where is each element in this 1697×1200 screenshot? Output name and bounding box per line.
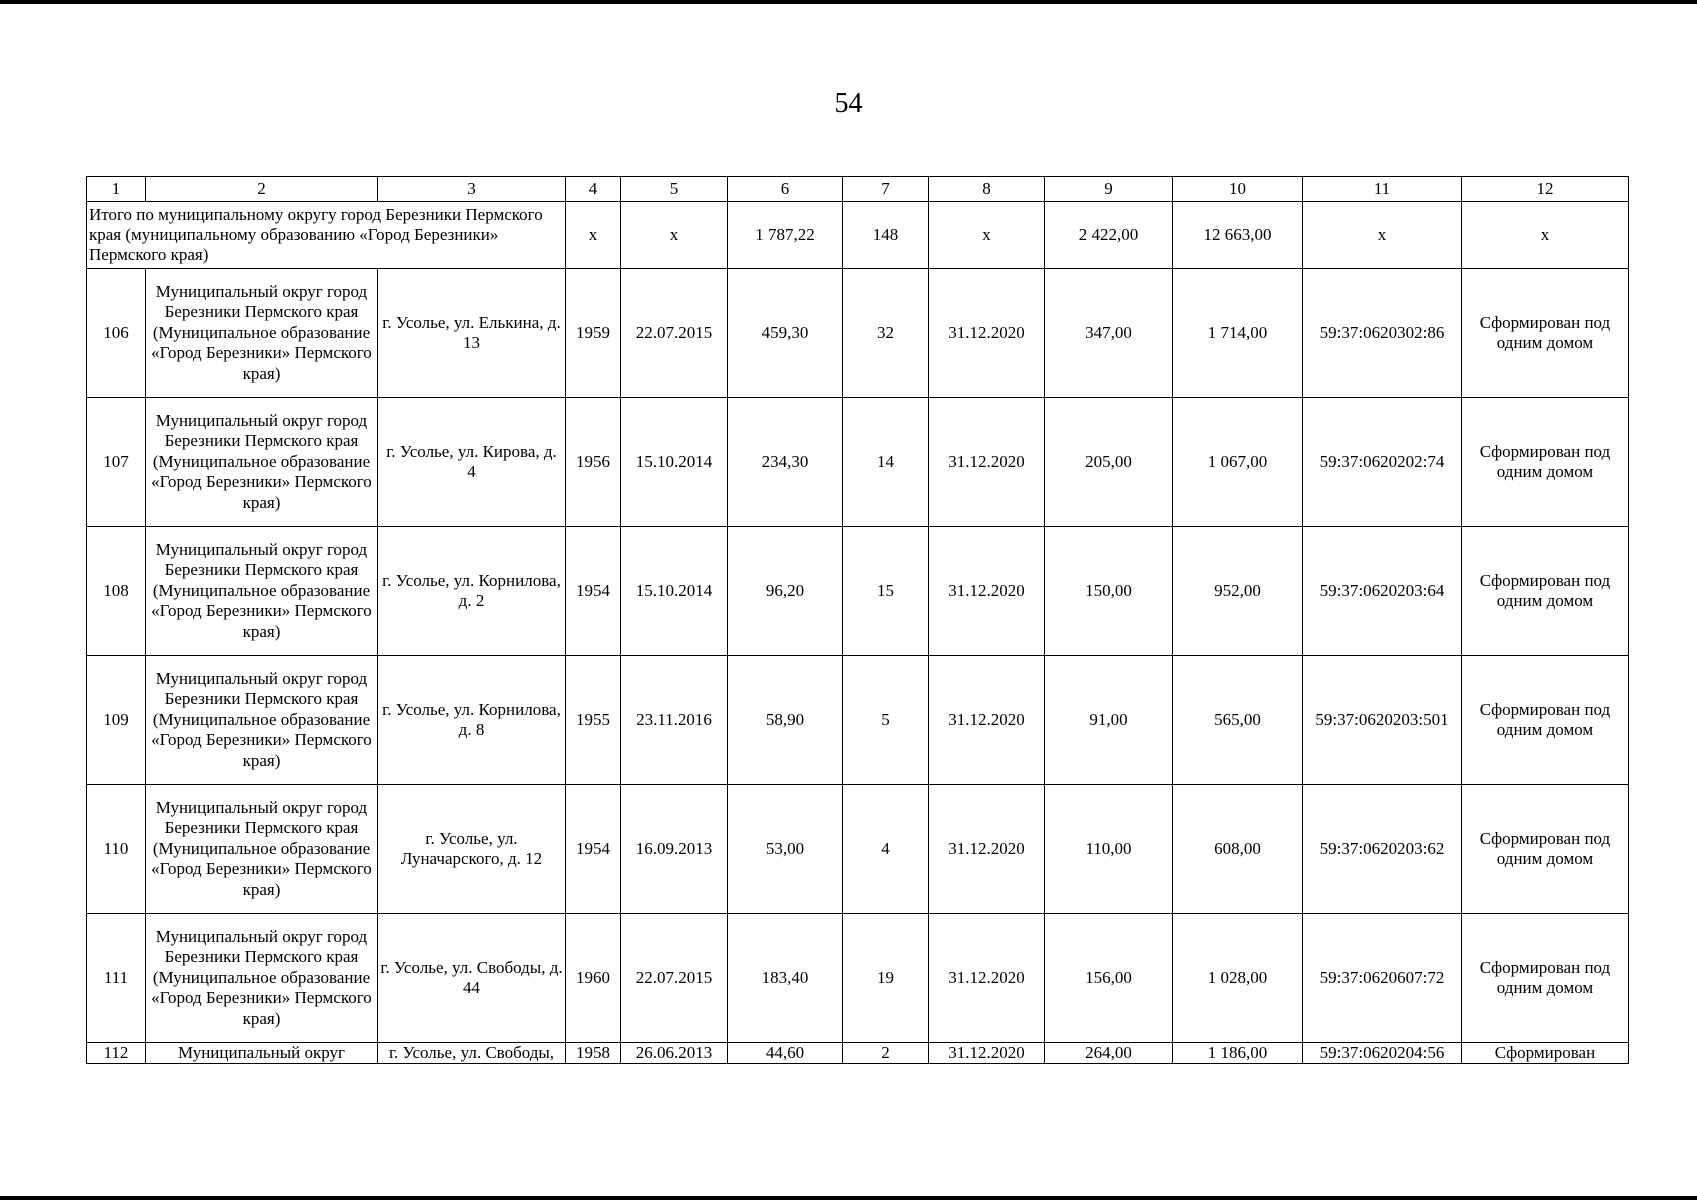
total-cell: 2 422,00: [1045, 202, 1173, 269]
deadline-cell: 31.12.2020: [929, 785, 1045, 914]
deadline-cell: 31.12.2020: [929, 914, 1045, 1043]
status-cell: Сформирован под одним домом: [1462, 656, 1629, 785]
value-cell: 1 714,00: [1173, 269, 1303, 398]
value-cell: 608,00: [1173, 785, 1303, 914]
row-number: 112: [87, 1043, 146, 1064]
cadastral-number-cell: 59:37:0620203:501: [1303, 656, 1462, 785]
address-cell: г. Усолье, ул. Луначарского, д. 12: [378, 785, 566, 914]
value-cell: 264,00: [1045, 1043, 1173, 1064]
column-number-row: [87, 177, 1629, 202]
area-cell: 183,40: [728, 914, 843, 1043]
row-number: 106: [87, 269, 146, 398]
column-number: 5: [621, 177, 728, 202]
area-cell: 459,30: [728, 269, 843, 398]
value-cell: 91,00: [1045, 656, 1173, 785]
date-cell: 15.10.2014: [621, 527, 728, 656]
status-cell: Сформирован под одним домом: [1462, 269, 1629, 398]
table-row: [87, 1043, 1629, 1064]
date-cell: 26.06.2013: [621, 1043, 728, 1064]
date-cell: 16.09.2013: [621, 785, 728, 914]
cadastral-number-cell: 59:37:0620203:62: [1303, 785, 1462, 914]
table-row: [87, 656, 1629, 785]
cadastral-number-cell: 59:37:0620302:86: [1303, 269, 1462, 398]
address-cell: г. Усолье, ул. Корнилова, д. 8: [378, 656, 566, 785]
date-cell: 15.10.2014: [621, 398, 728, 527]
year-cell: 1960: [566, 914, 621, 1043]
total-cell: 1 787,22: [728, 202, 843, 269]
deadline-cell: 31.12.2020: [929, 1043, 1045, 1064]
total-cell: х: [621, 202, 728, 269]
row-number: 109: [87, 656, 146, 785]
year-cell: 1959: [566, 269, 621, 398]
cadastral-number-cell: 59:37:0620203:64: [1303, 527, 1462, 656]
status-cell: Сформирован под одним домом: [1462, 914, 1629, 1043]
row-number: 111: [87, 914, 146, 1043]
year-cell: 1956: [566, 398, 621, 527]
column-number: 1: [87, 177, 146, 202]
address-cell: г. Усолье, ул. Кирова, д. 4: [378, 398, 566, 527]
address-cell: г. Усолье, ул. Свободы,: [378, 1043, 566, 1064]
total-row: [87, 202, 1629, 269]
column-number: 6: [728, 177, 843, 202]
date-cell: 22.07.2015: [621, 269, 728, 398]
scan-top-edge: [0, 0, 1697, 4]
residents-cell: 32: [843, 269, 929, 398]
year-cell: 1954: [566, 527, 621, 656]
table-row: [87, 785, 1629, 914]
year-cell: 1958: [566, 1043, 621, 1064]
total-cell: х: [566, 202, 621, 269]
owner-cell: Муниципальный округ город Березники Пермского края (Муниципальное образование «Город Березники» Пермского края): [146, 398, 378, 527]
area-cell: 58,90: [728, 656, 843, 785]
owner-cell: Муниципальный округ город Березники Пермского края (Муниципальное образование «Город Березники» Пермского края): [146, 785, 378, 914]
owner-cell: Муниципальный округ город Березники Пермского края (Муниципальное образование «Город Березники» Пермского края): [146, 269, 378, 398]
row-number: 110: [87, 785, 146, 914]
value-cell: 1 186,00: [1173, 1043, 1303, 1064]
housing-register-table: [86, 176, 1629, 1064]
residents-cell: 15: [843, 527, 929, 656]
residents-cell: 14: [843, 398, 929, 527]
deadline-cell: 31.12.2020: [929, 527, 1045, 656]
total-cell: 148: [843, 202, 929, 269]
value-cell: 1 067,00: [1173, 398, 1303, 527]
status-cell: Сформирован: [1462, 1043, 1629, 1064]
total-cell: х: [1303, 202, 1462, 269]
total-label: Итого по муниципальному округу город Березники Пермского края (муниципальному образованию «Город Березники» Пермского края): [87, 202, 566, 269]
total-cell: х: [929, 202, 1045, 269]
value-cell: 565,00: [1173, 656, 1303, 785]
residents-cell: 5: [843, 656, 929, 785]
cadastral-number-cell: 59:37:0620204:56: [1303, 1043, 1462, 1064]
cadastral-number-cell: 59:37:0620202:74: [1303, 398, 1462, 527]
area-cell: 44,60: [728, 1043, 843, 1064]
value-cell: 110,00: [1045, 785, 1173, 914]
status-cell: Сформирован под одним домом: [1462, 527, 1629, 656]
value-cell: 1 028,00: [1173, 914, 1303, 1043]
column-number: 7: [843, 177, 929, 202]
column-number: 2: [146, 177, 378, 202]
deadline-cell: 31.12.2020: [929, 656, 1045, 785]
total-cell: х: [1462, 202, 1629, 269]
table-row: [87, 398, 1629, 527]
status-cell: Сформирован под одним домом: [1462, 398, 1629, 527]
cadastral-number-cell: 59:37:0620607:72: [1303, 914, 1462, 1043]
area-cell: 53,00: [728, 785, 843, 914]
page-number: 54: [834, 88, 863, 119]
value-cell: 156,00: [1045, 914, 1173, 1043]
deadline-cell: 31.12.2020: [929, 398, 1045, 527]
residents-cell: 19: [843, 914, 929, 1043]
value-cell: 150,00: [1045, 527, 1173, 656]
year-cell: 1955: [566, 656, 621, 785]
date-cell: 22.07.2015: [621, 914, 728, 1043]
column-number: 12: [1462, 177, 1629, 202]
table-row: [87, 527, 1629, 656]
address-cell: г. Усолье, ул. Елькина, д. 13: [378, 269, 566, 398]
year-cell: 1954: [566, 785, 621, 914]
residents-cell: 4: [843, 785, 929, 914]
address-cell: г. Усолье, ул. Корнилова, д. 2: [378, 527, 566, 656]
total-cell: 12 663,00: [1173, 202, 1303, 269]
residents-cell: 2: [843, 1043, 929, 1064]
owner-cell: Муниципальный округ город Березники Пермского края (Муниципальное образование «Город Березники» Пермского края): [146, 527, 378, 656]
value-cell: 952,00: [1173, 527, 1303, 656]
row-number: 107: [87, 398, 146, 527]
owner-cell: Муниципальный округ город Березники Пермского края (Муниципальное образование «Город Березники» Пермского края): [146, 656, 378, 785]
area-cell: 96,20: [728, 527, 843, 656]
value-cell: 205,00: [1045, 398, 1173, 527]
table-row: [87, 914, 1629, 1043]
address-cell: г. Усолье, ул. Свободы, д. 44: [378, 914, 566, 1043]
scan-bottom-edge: [0, 1196, 1697, 1200]
date-cell: 23.11.2016: [621, 656, 728, 785]
column-number: 8: [929, 177, 1045, 202]
status-cell: Сформирован под одним домом: [1462, 785, 1629, 914]
column-number: 10: [1173, 177, 1303, 202]
value-cell: 347,00: [1045, 269, 1173, 398]
column-number: 11: [1303, 177, 1462, 202]
table-row: [87, 269, 1629, 398]
column-number: 9: [1045, 177, 1173, 202]
area-cell: 234,30: [728, 398, 843, 527]
owner-cell: Муниципальный округ город Березники Пермского края (Муниципальное образование «Город Березники» Пермского края): [146, 914, 378, 1043]
deadline-cell: 31.12.2020: [929, 269, 1045, 398]
owner-cell: Муниципальный округ: [146, 1043, 378, 1064]
column-number: 4: [566, 177, 621, 202]
row-number: 108: [87, 527, 146, 656]
column-number: 3: [378, 177, 566, 202]
